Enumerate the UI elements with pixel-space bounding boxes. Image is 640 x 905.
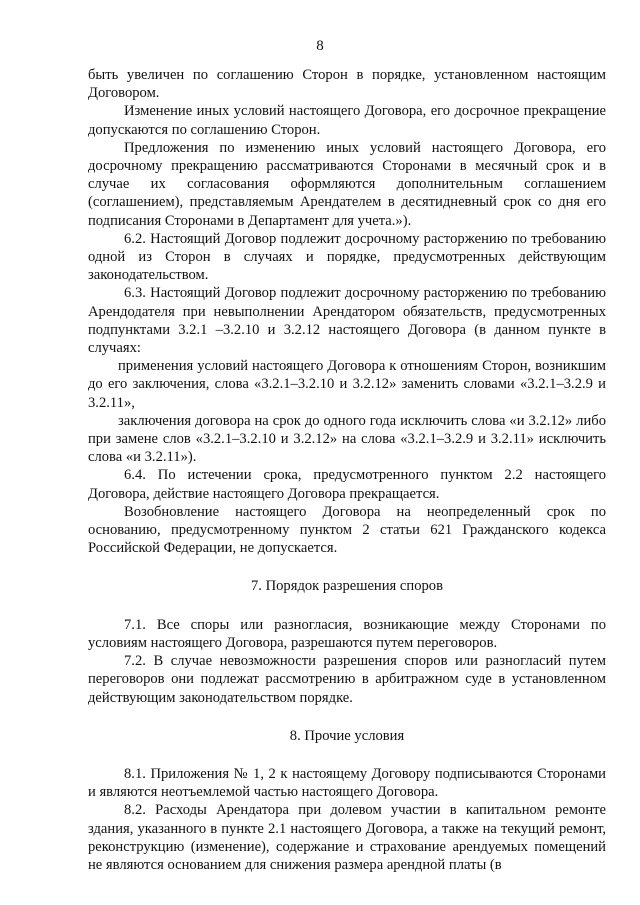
section-7-title: 7. Порядок разрешения споров <box>251 578 443 595</box>
paragraph-6-3: 6.3. Настоящий Договор подлежит досрочному расторжению по требованию Арендодателя при невыполнении Арендатором обязательств, предусмотренных подпунктами 3.2.1 –3.2.10 и 3.2.12 настоящего Договора (в данном пункте в случаях: <box>88 285 606 357</box>
document-body <box>88 66 606 874</box>
paragraph-6-3-case-1: применения условий настоящего Договора к отношениям Сторон, возникшим до его заключения, слова «3.2.1–3.2.10 и 3.2.12» заменить словами «3.2.1–3.2.9 и 3.2.11», <box>88 358 606 411</box>
paragraph-6-4: 6.4. По истечении срока, предусмотренного пунктом 2.2 настоящего Договора, действие настоящего Договора прекращается. <box>88 467 606 502</box>
paragraph-7-1: 7.1. Все споры или разногласия, возникающие между Сторонами по условиям настоящего Договора, разрешаются путем переговоров. <box>88 616 606 651</box>
paragraph-6-2: 6.2. Настоящий Договор подлежит досрочному расторжению по требованию одной из Сторон в случаях и порядке, предусмотренных действующим законодательством. <box>88 230 606 284</box>
page-number: 8 <box>316 38 324 54</box>
paragraph-renewal: Возобновление настоящего Договора на неопределенный срок по основанию, предусмотренному пунктом 2 статьи 621 Гражданского кодекса Российской Федерации, не допускается. <box>88 503 606 557</box>
paragraph-continuation: быть увеличен по соглашению Сторон в порядке, установленном настоящим Договором. <box>88 67 606 102</box>
paragraph-proposals: Предложения по изменению иных условий настоящего Договора, его досрочному прекращению рассматриваются Сторонами в месячный срок и в случае их согласования оформляются дополнительным соглашением (соглашением), представляемым Арендателем в десятидневный срок со дня его подписания Сторонами в Департамент для учета.»). <box>88 139 606 229</box>
section-8-title: 8. Прочие условия <box>289 727 405 744</box>
paragraph-6-3-case-2: заключения договора на срок до одного года исключить слова «и 3.2.12» либо при замене слов «3.2.1–3.2.10 и 3.2.12» на слова «3.2.1–3.2.9 и 3.2.11» исключить слова «и 3.2.11»). <box>88 412 606 466</box>
paragraph-8-1: 8.1. Приложения № 1, 2 к настоящему Договору подписываются Сторонами и являются неотъемлемой частью настоящего Договора. <box>88 765 606 801</box>
paragraph-7-2: 7.2. В случае невозможности разрешения споров или разногласий путем переговоров они подлежат рассмотрению в арбитражном суде в установленном действующим законодательством порядке. <box>88 653 606 706</box>
paragraph-amendment: Изменение иных условий настоящего Договора, его досрочное прекращение допускаются по соглашению Сторон. <box>88 103 606 138</box>
paragraph-8-2: 8.2. Расходы Арендатора при долевом участии в капитальном ремонте здания, указанного в пункте 2.1 настоящего Договора, а также на текущий ремонт, реконструкцию (изменение), содержание и страхование арендуемых помещений не являются основанием для снижения размера арендной платы (в <box>88 802 606 873</box>
